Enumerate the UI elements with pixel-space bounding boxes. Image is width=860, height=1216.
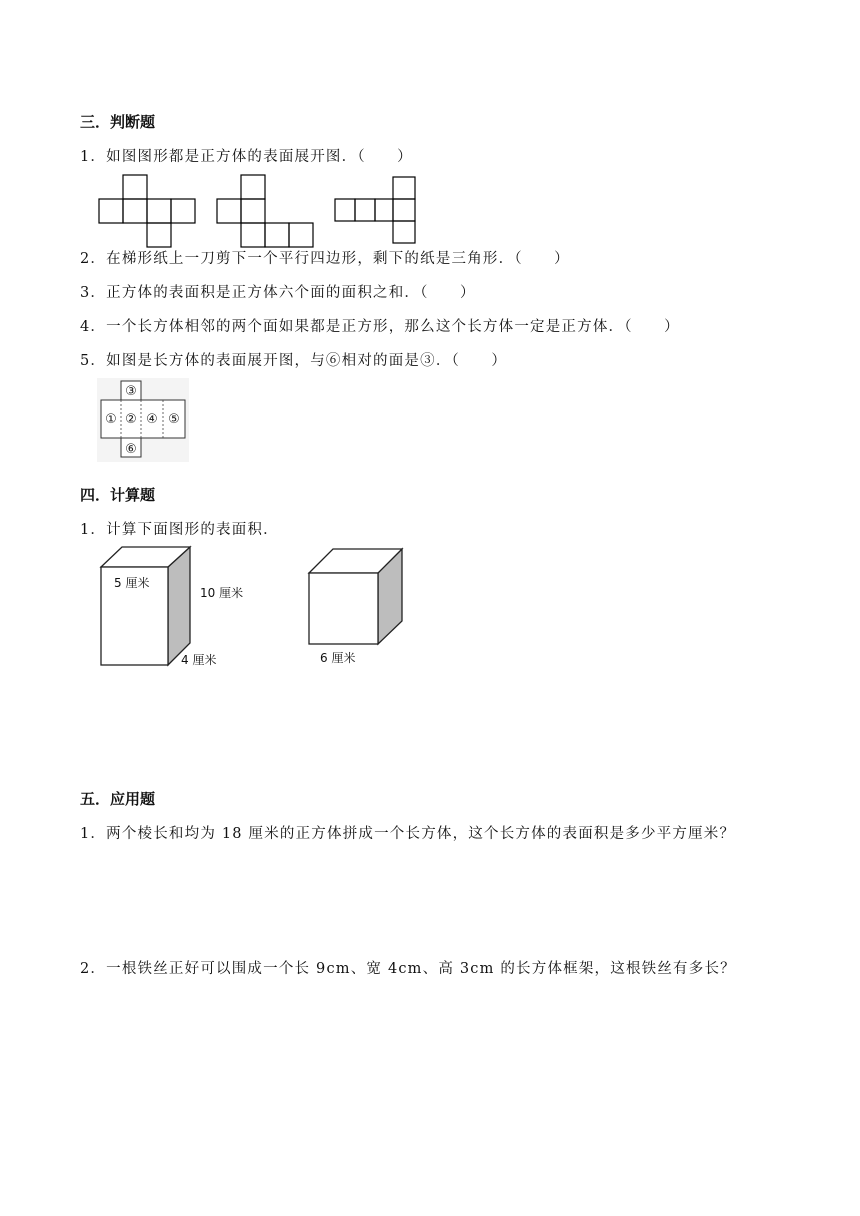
- cuboid-label-length: 5 厘米: [114, 576, 150, 590]
- net-face-4: ④: [146, 412, 158, 427]
- cube-drawing: [309, 549, 402, 644]
- question-4-1: 1．计算下面图形的表面积．: [80, 522, 279, 538]
- question-3-1: 1．如图图形都是正方体的表面展开图．（ ）: [80, 149, 413, 165]
- section-heading-application: 五．应用题: [80, 790, 156, 808]
- cube-net-3: [335, 177, 415, 243]
- net-face-2: ②: [125, 412, 137, 427]
- net-face-3: ③: [125, 384, 137, 399]
- section-heading-calculation: 四．计算题: [80, 486, 156, 504]
- cuboid-net-figure: [97, 378, 189, 462]
- net-face-5: ⑤: [168, 412, 180, 427]
- question-3-5: 5．如图是长方体的表面展开图，与⑥相对的面是③．（ ）: [80, 353, 508, 369]
- cuboid-drawing: [101, 547, 190, 665]
- solids-figure: [95, 545, 415, 670]
- section-heading-judgement: 三．判断题: [80, 113, 156, 131]
- question-5-2: 2．一根铁丝正好可以围成一个长 9cm、宽 4cm、高 3cm 的长方体框架，这根铁丝有多长？: [80, 961, 736, 977]
- cube-label-edge: 6 厘米: [320, 651, 356, 665]
- net-face-1: ①: [105, 412, 117, 427]
- cube-net-1: [99, 175, 195, 247]
- net-face-6: ⑥: [125, 442, 137, 457]
- cube-net-2: [217, 175, 313, 247]
- cuboid-label-width: 4 厘米: [181, 653, 217, 667]
- question-3-3: 3．正方体的表面积是正方体六个面的面积之和．（ ）: [80, 285, 476, 301]
- question-3-2: 2．在梯形纸上一刀剪下一个平行四边形，剩下的纸是三角形．（ ）: [80, 251, 570, 267]
- cube-nets-figure: [95, 172, 425, 247]
- question-3-4: 4．一个长方体相邻的两个面如果都是正方形，那么这个长方体一定是正方体．（ ）: [80, 319, 680, 335]
- question-5-1: 1．两个棱长和均为 18 厘米的正方体拼成一个长方体，这个长方体的表面积是多少平方厘米？: [80, 826, 736, 842]
- cuboid-label-height: 10 厘米: [200, 586, 244, 600]
